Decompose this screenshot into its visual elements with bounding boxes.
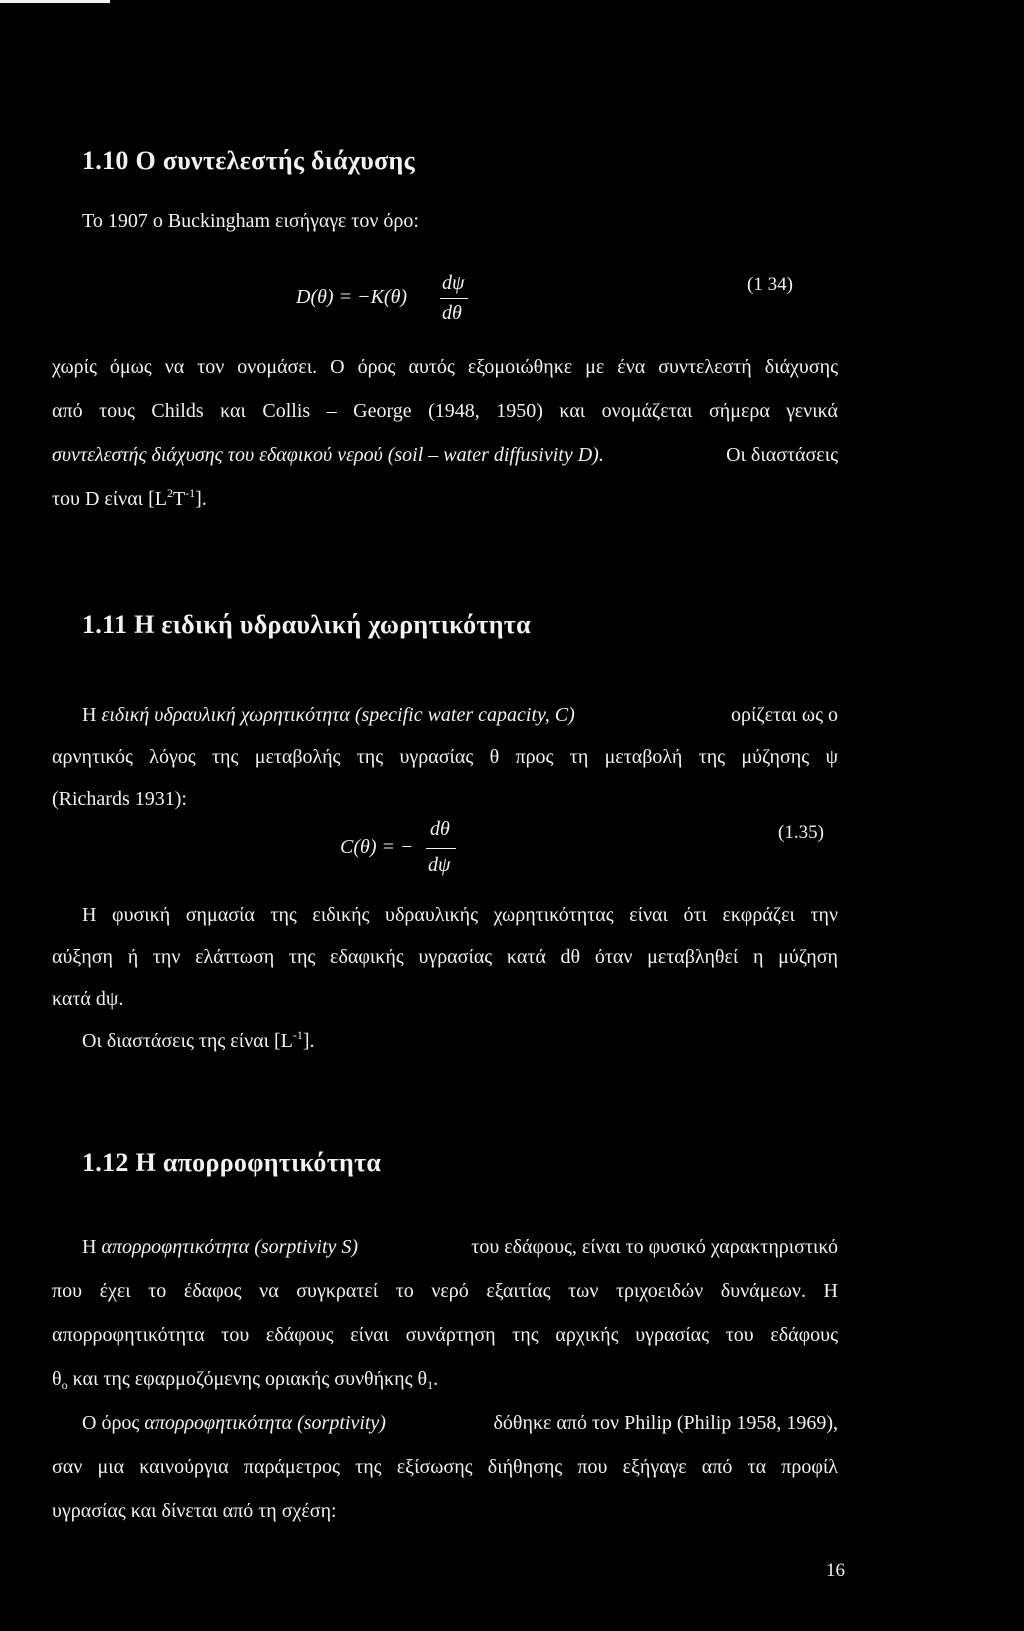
- paragraph-line: από τους Childs και Collis – George (1948, 1950) και ονομάζεται σήμερα γενικά: [52, 400, 838, 422]
- paragraph-line: Η φυσική σημασία της ειδικής υδραυλικής χωρητικότητας είναι ότι εκφράζει την: [82, 904, 838, 926]
- paragraph-line: χωρίς όμως να τον ονομάσει. Ο όρος αυτός εξομοιώθηκε με ένα συντελεστή διάχυσης: [52, 356, 838, 378]
- paragraph-line: απορροφητικότητα του εδάφους είναι συνάρτηση της αρχικής υγρασίας του εδάφους: [52, 1324, 838, 1346]
- italic-term: απορροφητικότητα (sorptivity S): [101, 1236, 359, 1258]
- text-run: Οι διαστάσεις: [726, 444, 838, 466]
- paragraph-line: αρνητικός λόγος της μεταβολής της υγρασίας θ προς τη μεταβολή της μύζησης ψ: [52, 746, 838, 768]
- text-run: ορίζεται ως ο: [730, 704, 838, 726]
- equation-lhs: C(θ) = −: [340, 836, 414, 858]
- paragraph-line: κατά dψ.: [52, 988, 124, 1010]
- text-run: Ο όρος: [82, 1412, 140, 1434]
- scan-edge-mark: [0, 0, 110, 3]
- equation-denominator: dθ: [442, 302, 462, 324]
- heading-1-10: 1.10 Ο συντελεστής διάχυσης: [82, 146, 415, 175]
- page-number: 16: [826, 1560, 845, 1581]
- fraction-bar: [440, 298, 468, 299]
- paragraph-line: αύξηση ή την ελάττωση της εδαφικής υγρασίας κατά dθ όταν μεταβληθεί η μύζηση: [52, 946, 838, 968]
- equation-lhs: D(θ) = −K(θ): [296, 286, 408, 308]
- paragraph-line: Το 1907 ο Buckingham εισήγαγε τον όρο:: [82, 210, 419, 232]
- paragraph-line: [82, 1412, 838, 1435]
- italic-term: ειδική υδραυλική χωρητικότητα (specific water capacity, C): [101, 704, 575, 726]
- heading-1-12: 1.12 Η απορροφητικότητα: [82, 1148, 382, 1177]
- text-run: Η: [82, 1236, 97, 1258]
- paragraph-line: [82, 704, 838, 727]
- heading-1-11: 1.11 Η ειδική υδραυλική χωρητικότητα: [82, 610, 531, 639]
- superscript: 2: [166, 486, 173, 500]
- text-run: και της εφαρμοζόμενης οριακής συνθήκης θ: [67, 1368, 428, 1390]
- text-run: του D είναι [L: [52, 488, 167, 510]
- equation-1-35: [340, 818, 500, 882]
- paragraph-line: [52, 1368, 438, 1391]
- text-run: Η: [82, 704, 97, 726]
- text-run: T: [172, 488, 186, 510]
- italic-term: απορροφητικότητα (sorptivity): [144, 1412, 386, 1434]
- equation-number: (1.35): [778, 822, 824, 843]
- paragraph-line: [82, 1030, 315, 1053]
- equation-1-34: [296, 272, 516, 332]
- text-run: .: [433, 1368, 439, 1390]
- paragraph-line: [52, 488, 207, 511]
- equation-denominator: dψ: [428, 854, 451, 876]
- superscript: -1: [185, 486, 196, 500]
- subscript: 1: [427, 1378, 434, 1392]
- paragraph-line: σαν μια καινούργια παράμετρος της εξίσωσης διήθησης που εξήγαγε από τα προφίλ: [52, 1456, 838, 1478]
- equation-number: (1 34): [747, 274, 793, 295]
- text-run: θ: [52, 1368, 62, 1390]
- text-run: δόθηκε από τον Philip (Philip 1958, 1969),: [493, 1412, 838, 1434]
- superscript: -1: [292, 1028, 303, 1042]
- text-run: Οι διαστάσεις της είναι [L: [82, 1030, 293, 1052]
- paragraph-line: [52, 444, 838, 467]
- fraction-bar: [426, 848, 456, 849]
- subscript: o: [61, 1378, 68, 1392]
- text-run: ].: [302, 1030, 315, 1052]
- paragraph-line: (Richards 1931):: [52, 788, 187, 810]
- equation-numerator: dθ: [430, 818, 450, 840]
- text-run: του εδάφους, είναι το φυσικό χαρακτηριστικό: [471, 1236, 838, 1258]
- paragraph-line: που έχει το έδαφος να συγκρατεί το νερό εξαιτίας των τριχοειδών δυνάμεων. Η: [52, 1280, 838, 1302]
- equation-numerator: dψ: [442, 272, 465, 294]
- text-run: ].: [195, 488, 207, 510]
- paragraph-line: υγρασίας και δίνεται από τη σχέση:: [52, 1500, 337, 1522]
- italic-term: συντελεστής διάχυσης του εδαφικού νερού (soil – water diffusivity D).: [52, 444, 604, 466]
- paragraph-line: [82, 1236, 838, 1259]
